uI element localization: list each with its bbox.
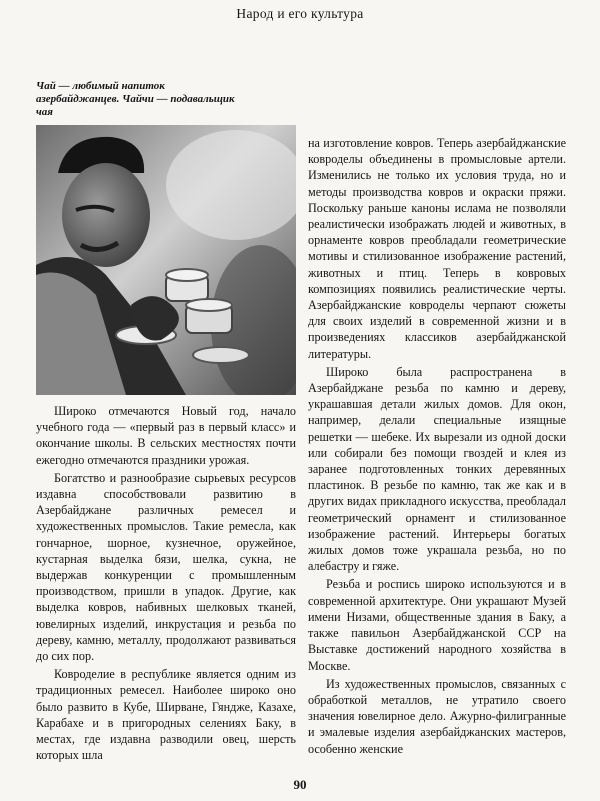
paragraph: Ковроделие в республике является одним из традиционных ремесел. Наиболее широко оно было развито в Кубе, Ширване, Гяндже, Казахе, Карабахе и в пригородных селениях Баку, в местах, где издавна разводили овец, шерсть которых шла bbox=[36, 667, 296, 763]
paragraph: Богатство и разнообразие сырьевых ресурсов издавна способствовали развитию в Азербайджане различных ремесел и художественных промыслов. Такие ремесла, как гончарное, шорное, кузнечное, оружейное, кустарная выделка бязи, шелка, сукна, не выдержав конкуренции с промышленным производством, пришли в упадок. Другие, как выделка ковров, набивных шелковых тканей, ювелирных изделий, инкрустация и резьба по дереву, камню, металлу, продолжают развиваться до сих пор. bbox=[36, 470, 296, 664]
right-text-column bbox=[308, 135, 566, 757]
running-header: Народ и его культура bbox=[236, 6, 364, 21]
paragraph: Широко была распространена в Азербайджане резьба по камню и дереву, украшавшая детали жилых домов. Для окон, например, делали специальные изящные решетки — шебеке. Их вырезали из одной доски или собирали без помощи гвоздей и клея из заранее подготовленных тонких деревянных пластинок. В резьбе по камню, так же как и в других видах прикладного искусства, преобладал геометрический орнамент и стилизованное изображение растений. Интерьеры богатых жилых домов тоже украшала резьба, но по алебастру и гяже. bbox=[308, 364, 566, 574]
left-text-column bbox=[36, 403, 296, 763]
page-number: 90 bbox=[293, 777, 307, 792]
paragraph-continuation: на изготовление ковров. Теперь азербайджанские ковроделы объединены в промысловые артели. Изменились не только их условия труда, но и методы производства ковров и окраски пряжи. Поскольку раньше каноны ислама не позволяли реалистически изображать людей и животных, в орнаменте ковров преобладали геометрические мотивы и стилизованное изображение растений, животных и птиц. Теперь в ковровых композициях появились реалистические черты. Азербайджанские ковроделы черпают сюжеты для своих изделий в современной жизни и в произведениях классиков азербайджанской литературы. bbox=[308, 136, 566, 361]
paragraph: Из художественных промыслов, связанных с обработкой металлов, не утратило своего значения ювелирное дело. Ажурно-филигранные и эмалевые изделия азербайджанских мастеров, особенно женские bbox=[308, 676, 566, 756]
figure-caption: Чай — любимый напиток азербайджанцев. Чайчи — подавальщик чая bbox=[36, 80, 235, 118]
paragraph: Широко отмечаются Новый год, начало учебного года — «первый раз в первый класс» и окончание школы. В сельских местностях почти ежегодно отмечаются праздники урожая. bbox=[36, 404, 296, 467]
paragraph: Резьба и роспись широко используются и в современной архитектуре. Они украшают Музей имени Низами, общественные здания в Баку, а также павильон Азербайджанской ССР на Выставке достижений народного хозяйства в Москве. bbox=[308, 577, 566, 673]
tea-server-photo bbox=[36, 125, 296, 395]
